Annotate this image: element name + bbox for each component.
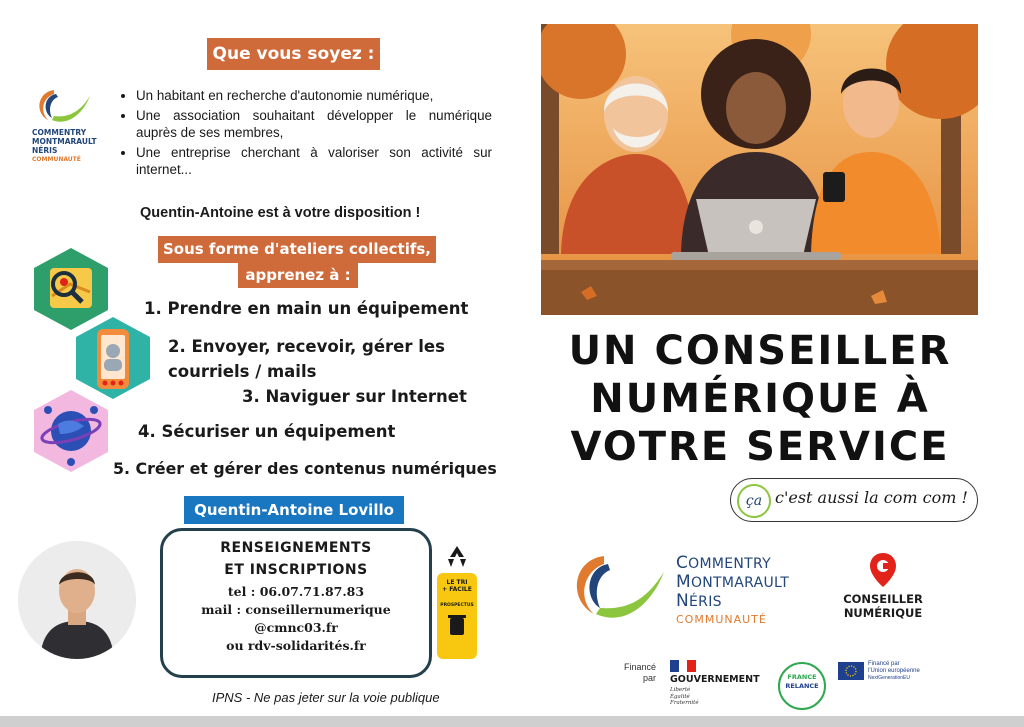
conseiller-numerique-logo (838, 552, 928, 624)
community-swoosh-icon (566, 550, 666, 626)
step-4: 4. Sécuriser un équipement (138, 422, 396, 441)
info-mail-line1: mail : conseillernumerique (201, 602, 391, 617)
illustration-people-autumn (541, 24, 978, 315)
tri-logo (436, 543, 478, 661)
list-item: • Un habitant en recherche d'autonomie numérique, (136, 87, 492, 104)
info-title-line1: RENSEIGNEMENTS (220, 540, 372, 556)
list-item: • Une entreprise cherchant à valoriser son activité sur internet... (136, 144, 492, 178)
main-title-line2: NUMÉRIQUE À (590, 376, 930, 422)
info-rdv: ou rdv-solidarités.fr (226, 638, 366, 653)
step-2-continued: courriels / mails (168, 362, 317, 381)
bin-icon (447, 614, 467, 636)
france-relance-logo: FRANCE RELANCE (778, 662, 826, 710)
ipns-notice: IPNS - Ne pas jeter sur la voie publique (212, 690, 440, 705)
logo-small-text: COMMENTRY MONTMARAULT NÉRIS COMMUNAUTÉ (32, 128, 97, 163)
person-photo-icon (18, 541, 136, 659)
avatar (18, 541, 136, 659)
step-5: 5. Créer et gérer des contenus numériques (113, 459, 497, 478)
cn-line2: NUMÉRIQUE (843, 606, 923, 620)
audience-list (118, 87, 492, 181)
tagline-pill (730, 478, 978, 522)
french-flag-icon (670, 660, 696, 672)
logo-large-text: COMMENTRY MONTMARAULT NÉRIS COMMUNAUTÉ (676, 553, 790, 626)
info-title-line2: ET INSCRIPTIONS (224, 562, 368, 578)
name-banner: Quentin-Antoine Lovillo (184, 496, 404, 524)
main-title-line3: VOTRE SERVICE (570, 424, 950, 470)
eu-flag-icon (838, 662, 864, 680)
step-3: 3. Naviguer sur Internet (242, 387, 467, 406)
step-2: 2. Envoyer, recevoir, gérer les (168, 337, 445, 356)
workshop-banner-line1: Sous forme d'ateliers collectifs, (158, 236, 436, 263)
globe-hexagon-icon (28, 388, 114, 474)
gouvernement-logo: GOUVERNEMENT Liberté Égalité Fraternité (670, 660, 766, 712)
workshop-banner-line2: apprenez à : (238, 263, 358, 288)
info-mail-line2: @cmnc03.fr (254, 620, 338, 635)
eu-logo: Financé par l'Union européenne NextGenerationEU (838, 660, 948, 690)
community-swoosh-icon (32, 86, 94, 126)
intro-banner: Que vous soyez : (207, 38, 380, 70)
list-item: • Une association souhaitant développer le numérique auprès de ses membres, (136, 107, 492, 141)
location-pin-icon (869, 552, 897, 588)
bottom-edge (0, 716, 1024, 727)
recycle-icon (442, 543, 472, 571)
info-box (160, 528, 432, 678)
tagline-badge: ça (737, 484, 771, 518)
tri-card: LE TRI + FACILE PROSPECTUS (437, 573, 477, 659)
info-phone: tel : 06.07.71.87.83 (227, 584, 365, 599)
community-logo-large (566, 550, 816, 630)
finance-label: Financé par (623, 662, 656, 683)
main-title-line1: UN CONSEILLER (568, 328, 952, 374)
cn-line1: CONSEILLER (843, 592, 923, 606)
disposition-text: Quentin-Antoine est à votre disposition ! (140, 205, 421, 221)
step-1: 1. Prendre en main un équipement (144, 299, 469, 318)
community-logo-small (32, 86, 102, 176)
tagline-text: c'est aussi la com com ! (775, 488, 968, 507)
